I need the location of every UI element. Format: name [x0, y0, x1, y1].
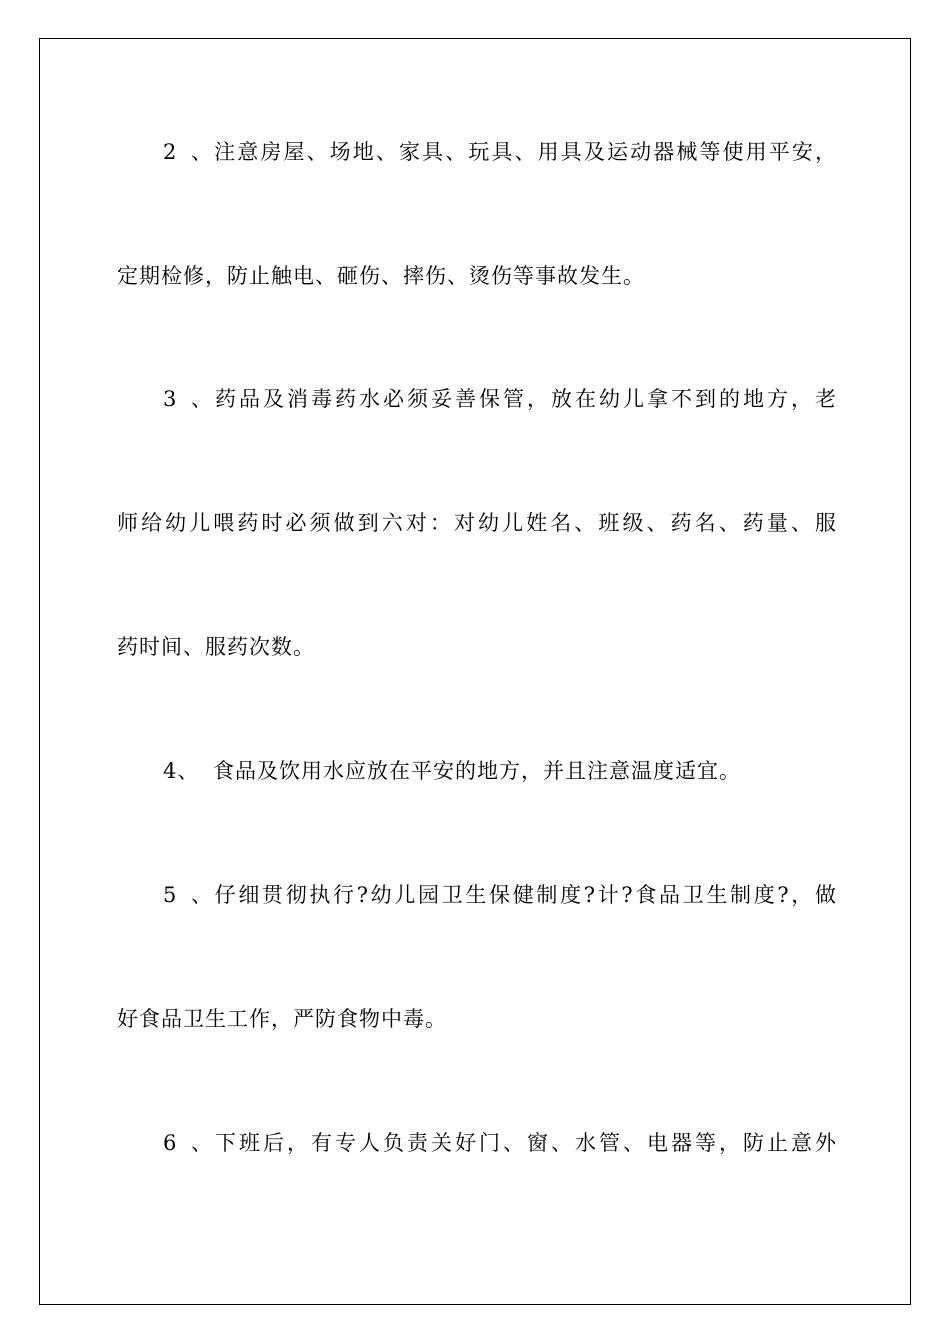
page-border — [39, 38, 911, 1305]
item-text: 食品及饮用水应放在平安的地方，并且注意温度适宜。 — [213, 759, 741, 783]
item-text: 仔细贯彻执行?幼儿园卫生保健制度?计?食品卫生制度?，做 — [213, 883, 837, 907]
item-number: 5、 — [163, 883, 213, 907]
item-6-line-1 — [163, 1129, 837, 1157]
item-5-line-1 — [163, 881, 837, 909]
item-number: 2、 — [163, 140, 213, 164]
item-3-line-2: 师给幼儿喂药时必须做到六对：对幼儿姓名、班级、药名、药量、服 — [117, 511, 837, 535]
item-number: 4、 — [163, 759, 200, 783]
item-3-line-3: 药时间、服药次数。 — [117, 635, 315, 659]
item-5-line-2: 好食品卫生工作，严防食物中毒。 — [117, 1007, 447, 1031]
item-number: 6、 — [163, 1131, 213, 1155]
item-number: 3、 — [163, 387, 213, 411]
item-text: 药品及消毒药水必须妥善保管，放在幼儿拿不到的地方，老 — [213, 387, 837, 411]
item-text: 下班后，有专人负责关好门、窗、水管、电器等，防止意外 — [213, 1131, 837, 1155]
item-4-line-1 — [163, 757, 837, 785]
item-2-line-2: 定期检修，防止触电、砸伤、摔伤、烫伤等事故发生。 — [117, 264, 645, 288]
item-text: 注意房屋、场地、家具、玩具、用具及运动器械等使用平安， — [213, 140, 837, 164]
item-3-line-1 — [163, 385, 837, 413]
item-2-line-1 — [163, 138, 837, 166]
